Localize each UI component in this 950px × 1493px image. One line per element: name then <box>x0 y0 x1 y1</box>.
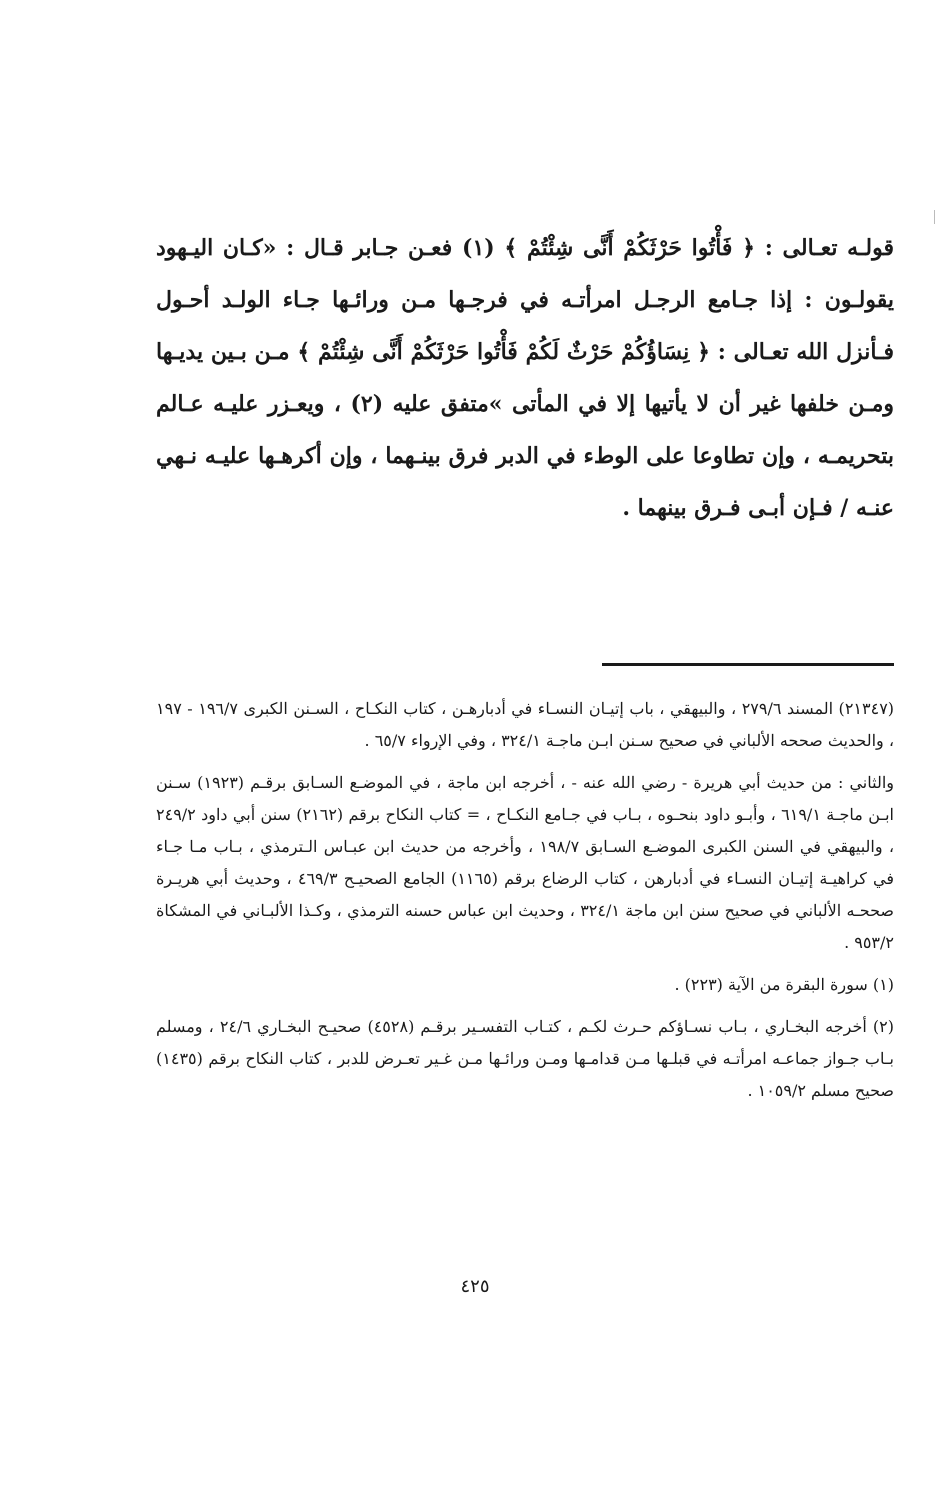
footnote-1: (١) سورة البقرة من الآية (٢٢٣) . <box>674 975 894 994</box>
footnote-musnad: (٢١٣٤٧) المسند ٢٧٩/٦ ، والبيهقي ، باب إتيـان النسـاء في أدبارهـن ، كتاب النكـاح ، السـنن الكبرى ١٩٦/٧ - ١٩٧ ، والحديث صححه الألباني في صحيح سـنن ابـن ماجـة ٣٢٤/١ ، وفي الإرواء ٦٥/٧ . <box>156 699 895 750</box>
footnotes-block <box>156 693 894 1117</box>
main-text-block <box>156 222 894 534</box>
main-paragraph: قولـه تعـالى : ﴿ فَأْتُوا حَرْثَكُمْ أَنَّى شِئْتُمْ ﴾ (١) فعـن جـابر قـال : «كـان اليـهود يقولـون : إذا جـامع الرجـل امرأتـه في فرجـها مـن ورائـها جـاء الولـد أحـول فـأنزل الله تعـالى : ﴿ نِسَاؤُكُمْ حَرْثٌ لَكُمْ فَأْتُوا حَرْثَكُمْ أَنَّى شِئْتُمْ ﴾ مـن بـين يديـها ومـن خلفها غير أن لا يأتيها إلا في المأتى »متفق عليه (٢) ، ويعـزر عليـه عـالم بتحريمـه ، وإن تطاوعا على الوطء في الدبر فرق بينـهما ، وإن أكرهـها عليـه نـهي عنـه / فـإن أبـى فـرق بينهما . <box>156 235 894 521</box>
footnote-divider <box>602 663 894 666</box>
page-number: ٤٢٥ <box>460 1276 490 1297</box>
scan-artifact <box>934 210 935 224</box>
footnote-second-hadith: والثاني : من حديث أبي هريرة - رضي الله عنه - ، أخرجه ابن ماجة ، في الموضـع السـابق برقـم (١٩٢٣) سـنن ابـن ماجـة ٦١٩/١ ، وأبـو داود بنحـوه ، بـاب في جـامع النكـاح ، = كتاب النكاح برقم (٢١٦٢) سنن أبي داود ٢٤٩/٢ ، والبيهقي في السنن الكبرى الموضـع السـابق ١٩٨/٧ ، وأخرجه من حديث ابن عبـاس الـترمذي ، بـاب مـا جـاء في كراهيـة إتيـان النسـاء في أدبارهن ، كتاب الرضاع برقم (١١٦٥) الجامع الصحيـح ٤٦٩/٣ ، وحديث أبي هريـرة صححـه الألباني في صحيح سنن ابن ماجة ٣٢٤/١ ، وحديث ابن عباس حسنه الترمذي ، وكـذا الألبـاني في المشكاة ٩٥٣/٢ . <box>156 773 895 952</box>
footnote-2: (٢) أخرجه البخـاري ، بـاب نسـاؤكم حـرث لكـم ، كتـاب التفسـير برقـم (٤٥٢٨) صحيـح البخـاري ٢٤/٦ ، ومسلم بـاب جـواز جماعـه امرأتـه في قبلـها مـن قدامـها ومـن ورائـها مـن غـير تعـرض للدبر ، كتاب النكاح برقم (١٤٣٥) صحيح مسلم ١٠٥٩/٢ . <box>156 1017 895 1100</box>
